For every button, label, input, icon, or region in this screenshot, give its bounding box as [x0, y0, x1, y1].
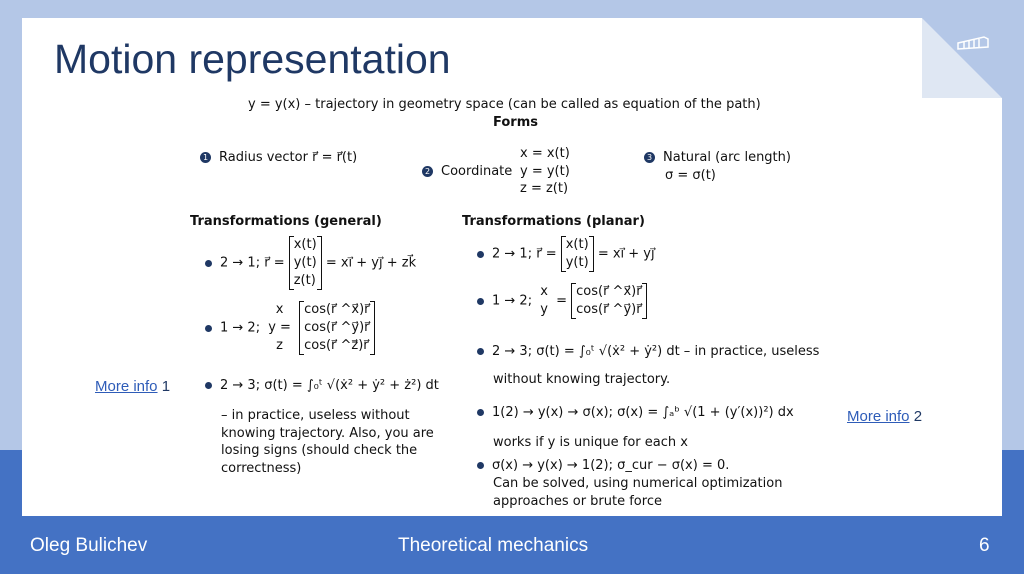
planar-item-4	[477, 404, 794, 422]
footer-course: Theoretical mechanics	[398, 535, 589, 556]
coordinate-eq-z: z = z(t)	[520, 181, 569, 196]
planar-item-2	[477, 283, 647, 319]
note-line: – in practice, useless without	[221, 408, 410, 423]
equals-sign: =	[556, 293, 567, 309]
general-item-1-lead: 2 → 1; r⃗ =	[220, 255, 285, 271]
var-y: y	[540, 302, 548, 317]
coordinate-eq-y: y = y(t)	[520, 163, 570, 179]
matrix-entry: y(t)	[293, 255, 317, 270]
var-x: x	[540, 284, 548, 299]
general-item-2	[205, 301, 375, 355]
planar-item-1	[477, 236, 655, 272]
matrix-entry: cos(r⃗ ^y⃗)r⃗	[304, 320, 370, 335]
general-item-1	[205, 236, 416, 290]
bullet-dot	[477, 251, 484, 258]
forms-heading: Forms	[493, 115, 538, 130]
more-info-2	[847, 408, 922, 425]
general-item-3-lead: 2 → 3; σ(t) = ∫₀ᵗ √(ẋ² + ẏ² + ż²) dt	[220, 378, 439, 393]
bullet-dot	[477, 298, 484, 305]
general-heading: Transformations (general)	[190, 214, 382, 229]
bullet-dot	[205, 325, 212, 332]
form-natural	[644, 149, 791, 167]
general-item-3-note	[221, 407, 434, 477]
planar-item-4-lead: 1(2) → y(x) → σ(x); σ(x) = ∫ₐᵇ √(1 + (y′(x))²) dx	[492, 405, 794, 420]
var-y: y =	[268, 320, 291, 335]
planar-item-5-lead: σ(x) → y(x) → 1(2); σ_cur − σ(x) = 0.	[492, 458, 730, 473]
bullet-dot	[477, 462, 484, 469]
var-x: x	[275, 302, 284, 317]
numbered-bullet: 2	[422, 166, 433, 177]
planar-item-1-lead: 2 → 1; r⃗ =	[492, 246, 557, 262]
planar-item-3-line2: without knowing trajectory.	[493, 372, 671, 387]
var-stack	[540, 283, 548, 319]
slide-title: Motion representation	[54, 36, 451, 82]
more-info-link-1[interactable]: More info	[95, 378, 158, 395]
bullet-dot	[477, 409, 484, 416]
planar-heading: Transformations (planar)	[462, 214, 645, 229]
more-info-suffix-2: 2	[909, 408, 923, 425]
university-logo-icon	[956, 33, 990, 51]
coordinate-eq-x: x = x(t)	[520, 146, 570, 161]
planar-item-3-lead: 2 → 3; σ(t) = ∫₀ᵗ √(ẋ² + ẏ²) dt – in practice, useless	[492, 344, 820, 359]
numbered-bullet: 3	[644, 152, 655, 163]
bullet-dot	[205, 260, 212, 267]
matrix-entry: cos(r⃗ ^z⃗)r⃗	[304, 338, 369, 353]
planar-item-1-tail: = xi⃗ + yj⃗	[597, 246, 655, 262]
matrix	[561, 236, 594, 272]
note-line: approaches or brute force	[493, 493, 662, 509]
matrix-entry: cos(r⃗ ^y⃗)r⃗	[576, 302, 642, 317]
page-fold-corner	[922, 18, 1002, 98]
planar-item-4-line2: works if y is unique for each x	[493, 435, 688, 450]
form-radius-text: Radius vector r⃗ = r⃗(t)	[219, 150, 358, 165]
matrix	[299, 301, 374, 355]
more-info-suffix-1: 1	[157, 378, 171, 395]
more-info-link-2[interactable]: More info	[847, 408, 910, 425]
planar-item-2-lead: 1 → 2;	[492, 293, 533, 309]
general-item-1-tail: = xi⃗ + yj⃗ + zk⃗	[325, 255, 417, 271]
form-natural-eq: σ = σ(t)	[665, 168, 716, 183]
footer-author: Oleg Bulichev	[30, 535, 148, 556]
form-coordinate-label: Coordinate	[441, 164, 513, 179]
note-line: Can be solved, using numerical optimization	[493, 476, 783, 491]
coordinate-equations	[520, 145, 570, 198]
var-stack	[268, 301, 291, 355]
matrix-entry: x(t)	[565, 237, 589, 252]
note-line: knowing trajectory. Also, you are	[221, 425, 434, 441]
matrix-entry: x(t)	[293, 237, 317, 252]
planar-item-5	[477, 457, 729, 475]
intro-line: y = y(x) – trajectory in geometry space (can be called as equation of the path)	[248, 97, 761, 112]
general-item-2-lead: 1 → 2;	[220, 320, 261, 336]
matrix-entry: cos(r⃗ ^x⃗)r⃗	[304, 302, 370, 317]
numbered-bullet: 1	[200, 152, 211, 163]
form-radius-vector	[200, 149, 357, 167]
general-item-3	[205, 377, 439, 395]
planar-item-5-note	[493, 475, 782, 510]
footer-page-number: 6	[979, 535, 990, 556]
var-z: z	[276, 338, 283, 353]
note-line: correctness)	[221, 460, 302, 476]
matrix-entry: cos(r⃗ ^x⃗)r⃗	[576, 284, 642, 299]
matrix	[571, 283, 646, 319]
matrix	[289, 236, 322, 290]
more-info-1	[95, 378, 170, 395]
bullet-dot	[205, 382, 212, 389]
form-natural-label: Natural (arc length)	[663, 150, 791, 165]
matrix-entry: y(t)	[565, 255, 589, 270]
note-line: losing signs (should check the	[221, 443, 418, 458]
planar-item-3	[477, 343, 819, 361]
matrix-entry: z(t)	[293, 273, 316, 288]
form-coordinate	[422, 163, 512, 181]
bullet-dot	[477, 348, 484, 355]
